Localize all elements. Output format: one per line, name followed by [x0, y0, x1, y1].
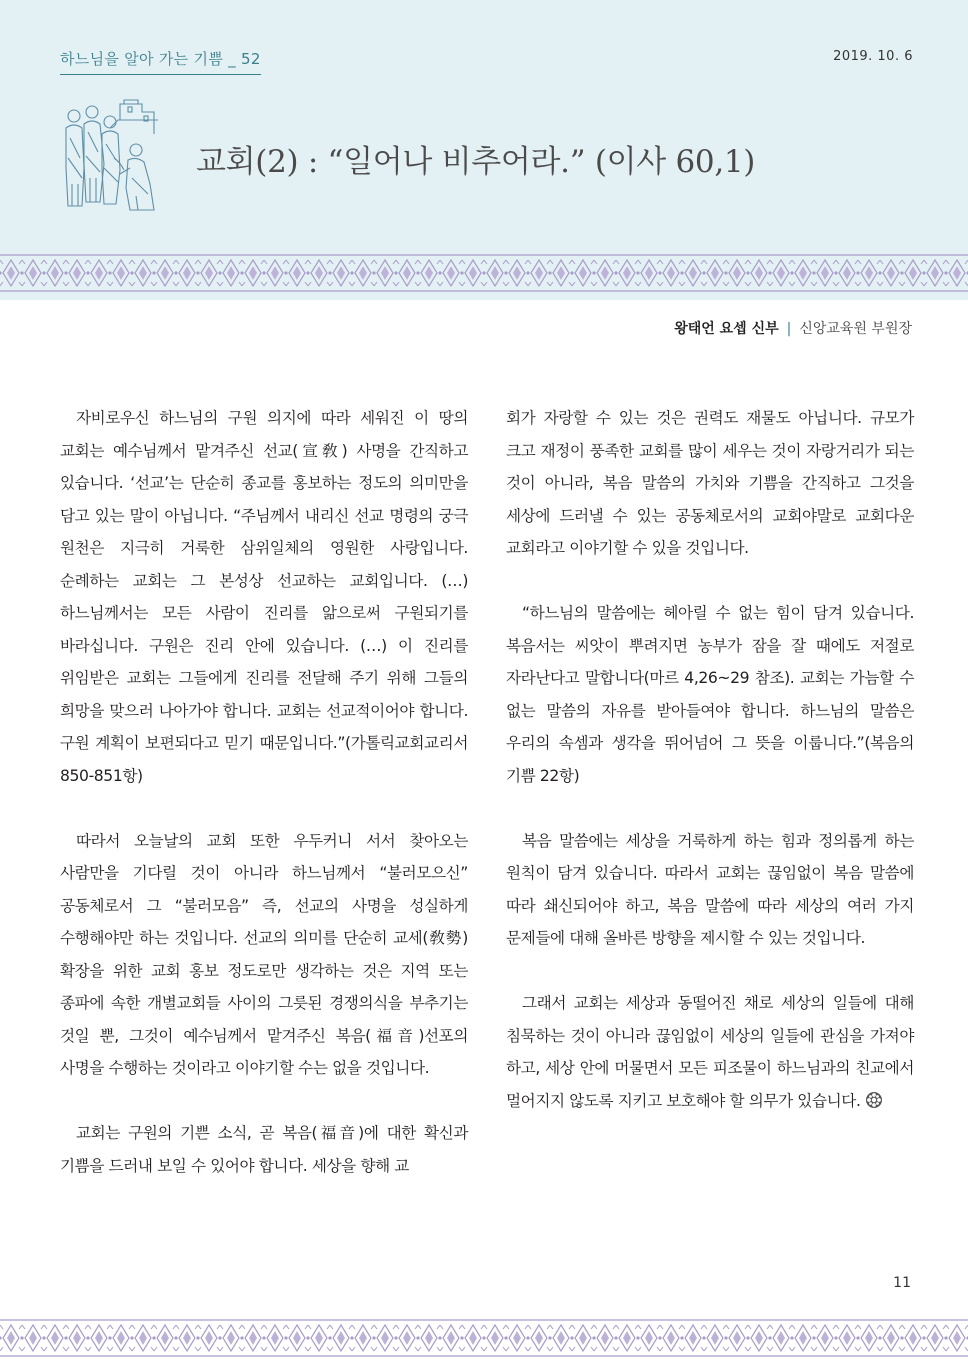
paragraph: 복음 말씀에는 세상을 거룩하게 하는 힘과 정의롭게 하는 원칙이 담겨 있습니다. 따라서 교회는 끊임없이 복음 말씀에 따라 쇄신되어야 하고, 복음 말씀에 따라 세상의 여러 가지 문제들에 대해 올바른 방향을 제시할 수 있는 것입니다. — [506, 831, 914, 947]
issue-date: 2019. 10. 6 — [833, 49, 913, 64]
paragraph-text: 그래서 교회는 세상과 동떨어진 채로 세상의 일들에 대해 침묵하는 것이 아니라 끊임없이 세상의 일들에 관심을 가져야 하고, 세상 안에 머물면서 모든 피조물이 하느님과의 친교에서 멀어지지 않도록 지키고 보호해야 할 의무가 있습니다. — [506, 994, 914, 1110]
article-column-left — [60, 402, 468, 1215]
byline-separator: | — [786, 321, 792, 337]
paragraph-final — [506, 987, 914, 1117]
paragraph: 따라서 오늘날의 교회 또한 우두커니 서서 찾아오는 사람만을 기다릴 것이 아니라 하느님께서 “불러모으신” 공동체로서 그 “불러모음” 즉, 선교의 사명을 성실하게 수행해야만 하는 것입니다. 선교의 의미를 단순히 교세(敎勢) 확장을 위한 교회 홍보 정도로만 생각하는 것은 지역 또는 종파에 속한 개별교회들 사이의 그릇된 경쟁의식을 부추기는 것일 뿐, 그것이 예수님께서 맡겨주신 복음(福音)선포의 사명을 수행하는 것이라고 이야기할 수는 없을 것입니다. — [60, 831, 468, 1077]
byline — [674, 318, 912, 338]
paragraph: 교회는 구원의 기쁜 소식, 곧 복음(福音)에 대한 확신과 기쁨을 드러내 보일 수 있어야 합니다. 세상을 향해 교 — [60, 1124, 468, 1175]
page-number: 11 — [893, 1275, 911, 1291]
paragraph: 자비로우신 하느님의 구원 의지에 따라 세워진 이 땅의 교회는 예수님께서 맡겨주신 선교(宣敎) 사명을 간직하고 있습니다. ‘선교’는 단순히 종교를 홍보하는 정도의 의미만을 담고 있는 말이 아닙니다. “주님께서 내리신 선교 명령의 궁극 원천은 지극히 거룩한 삼위일체의 영원한 사랑입니다. 순례하는 교회는 그 본성상 선교하는 교회입니다. (…) 하느님께서는 모든 사람이 진리를 앎으로써 구원되기를 바라십니다. 구원은 진리 안에 있습니다. (…) 이 진리를 위임받은 교회는 그들에게 진리를 전달해 주기 위해 그들의 희망을 맞으러 나아가야 합니다. 교회는 선교적이어야 합니다. 구원 계획이 보편되다고 믿기 때문입니다.”(가톨릭교회교리서 850-851항) — [60, 409, 468, 785]
wheel-ornament-icon — [865, 1091, 883, 1109]
paragraph: 회가 자랑할 수 있는 것은 권력도 재물도 아닙니다. 규모가 크고 재정이 풍족한 교회를 많이 세우는 것이 자랑거리가 되는 것이 아니라, 복음 말씀의 가치와 기쁨을 간직하고 그것을 세상에 드러낼 수 있는 공동체로서의 교회야말로 교회다운 교회라고 이야기할 수 있을 것입니다. — [506, 409, 914, 557]
decorative-border-bottom — [0, 1316, 968, 1360]
decorative-border-top — [0, 251, 968, 295]
article-title: 교회(2) : “일어나 비추어라.” (이사 60,1) — [196, 144, 756, 180]
author-role: 신앙교육원 부원장 — [799, 321, 912, 337]
apostles-illustration-icon — [58, 98, 170, 216]
article-column-right — [506, 402, 914, 1150]
author-name: 왕태언 요셉 신부 — [674, 321, 779, 337]
paragraph: “하느님의 말씀에는 헤아릴 수 없는 힘이 담겨 있습니다. 복음서는 씨앗이 뿌려지면 농부가 잠을 잘 때에도 저절로 자라난다고 말합니다(마르 4,26~29 참조). 교회는 가늠할 수 없는 말씀의 자유를 받아들여야 합니다. 하느님의 말씀은 우리의 속셈과 생각을 뛰어넘어 그 뜻을 이룹니다.”(복음의 기쁨 22항) — [506, 604, 914, 785]
series-title: 하느님을 알아 가는 기쁨 _ 52 — [60, 48, 261, 75]
